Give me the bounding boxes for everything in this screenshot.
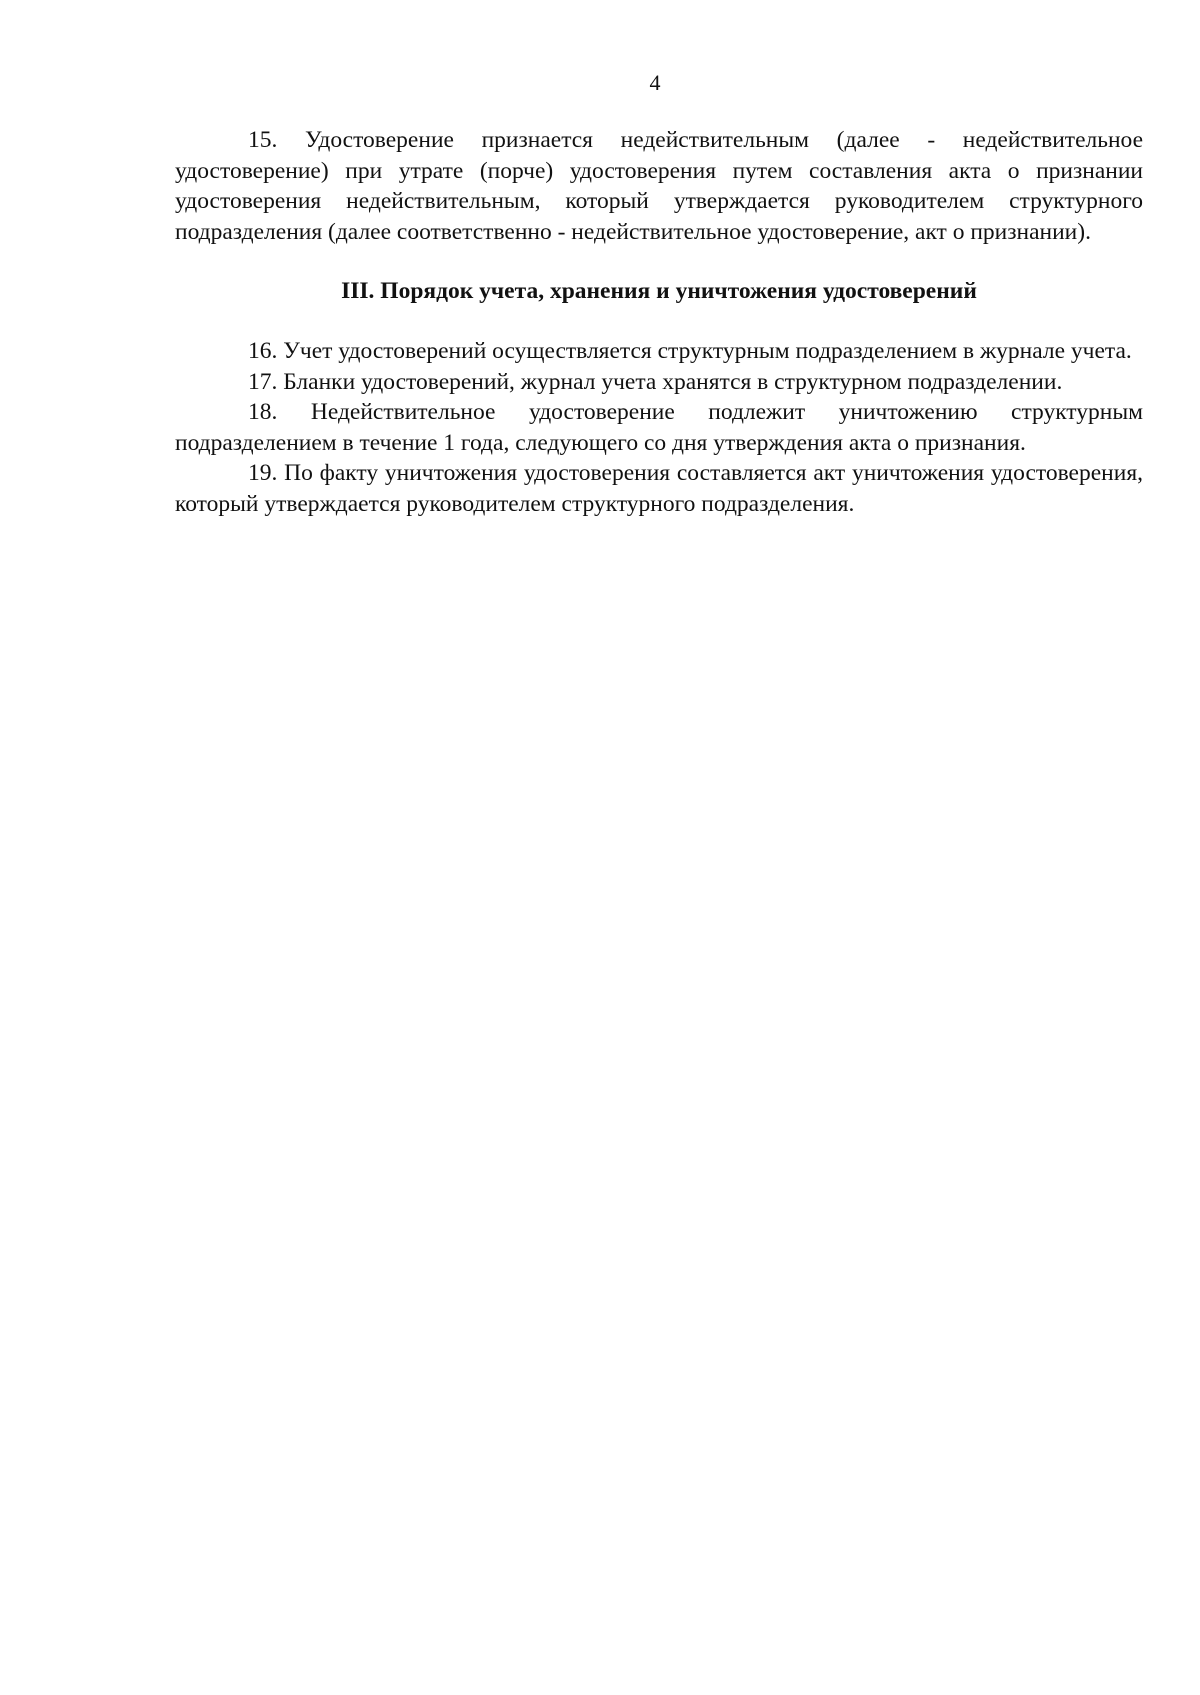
paragraph-16 [175, 336, 1143, 367]
paragraph-number: 19. [248, 460, 278, 486]
paragraph-text: Учет удостоверений осуществляется структурным подразделением в журнале учета. [283, 338, 1132, 364]
section-heading: III. Порядок учета, хранения и уничтожения удостоверений [341, 278, 977, 304]
paragraph-text: Удостоверение признается недействительным (далее - недействительное удостоверение) при утрате (порче) удостоверения путем составления акта о признании удостоверения недействительным, который утверждается руководителем структурного подразделения (далее соответственно - недействительное удостоверение, акт о признании). [175, 127, 1143, 245]
paragraph-number: 16. [248, 338, 278, 364]
paragraph-18 [175, 397, 1143, 458]
paragraph-15 [175, 125, 1143, 247]
paragraph-text: Бланки удостоверений, журнал учета хранятся в структурном подразделении. [283, 368, 1063, 395]
paragraph-text: По факту уничтожения удостоверения составляется акт уничтожения удостоверения, который утверждается руководителем структурного подразделения. [175, 460, 1144, 517]
document-body [175, 125, 1143, 519]
paragraph-text: Недействительное удостоверение подлежит уничтожению структурным подразделением в течение 1 года, следующего со дня утверждения акта о признания. [175, 399, 1143, 456]
page-number: 4 [649, 70, 661, 95]
paragraph-number: 17. [248, 368, 278, 395]
paragraph-17 [175, 367, 1143, 398]
paragraph-number: 18. [248, 399, 278, 425]
paragraph-19 [175, 458, 1143, 519]
paragraph-number: 15. [248, 127, 278, 153]
